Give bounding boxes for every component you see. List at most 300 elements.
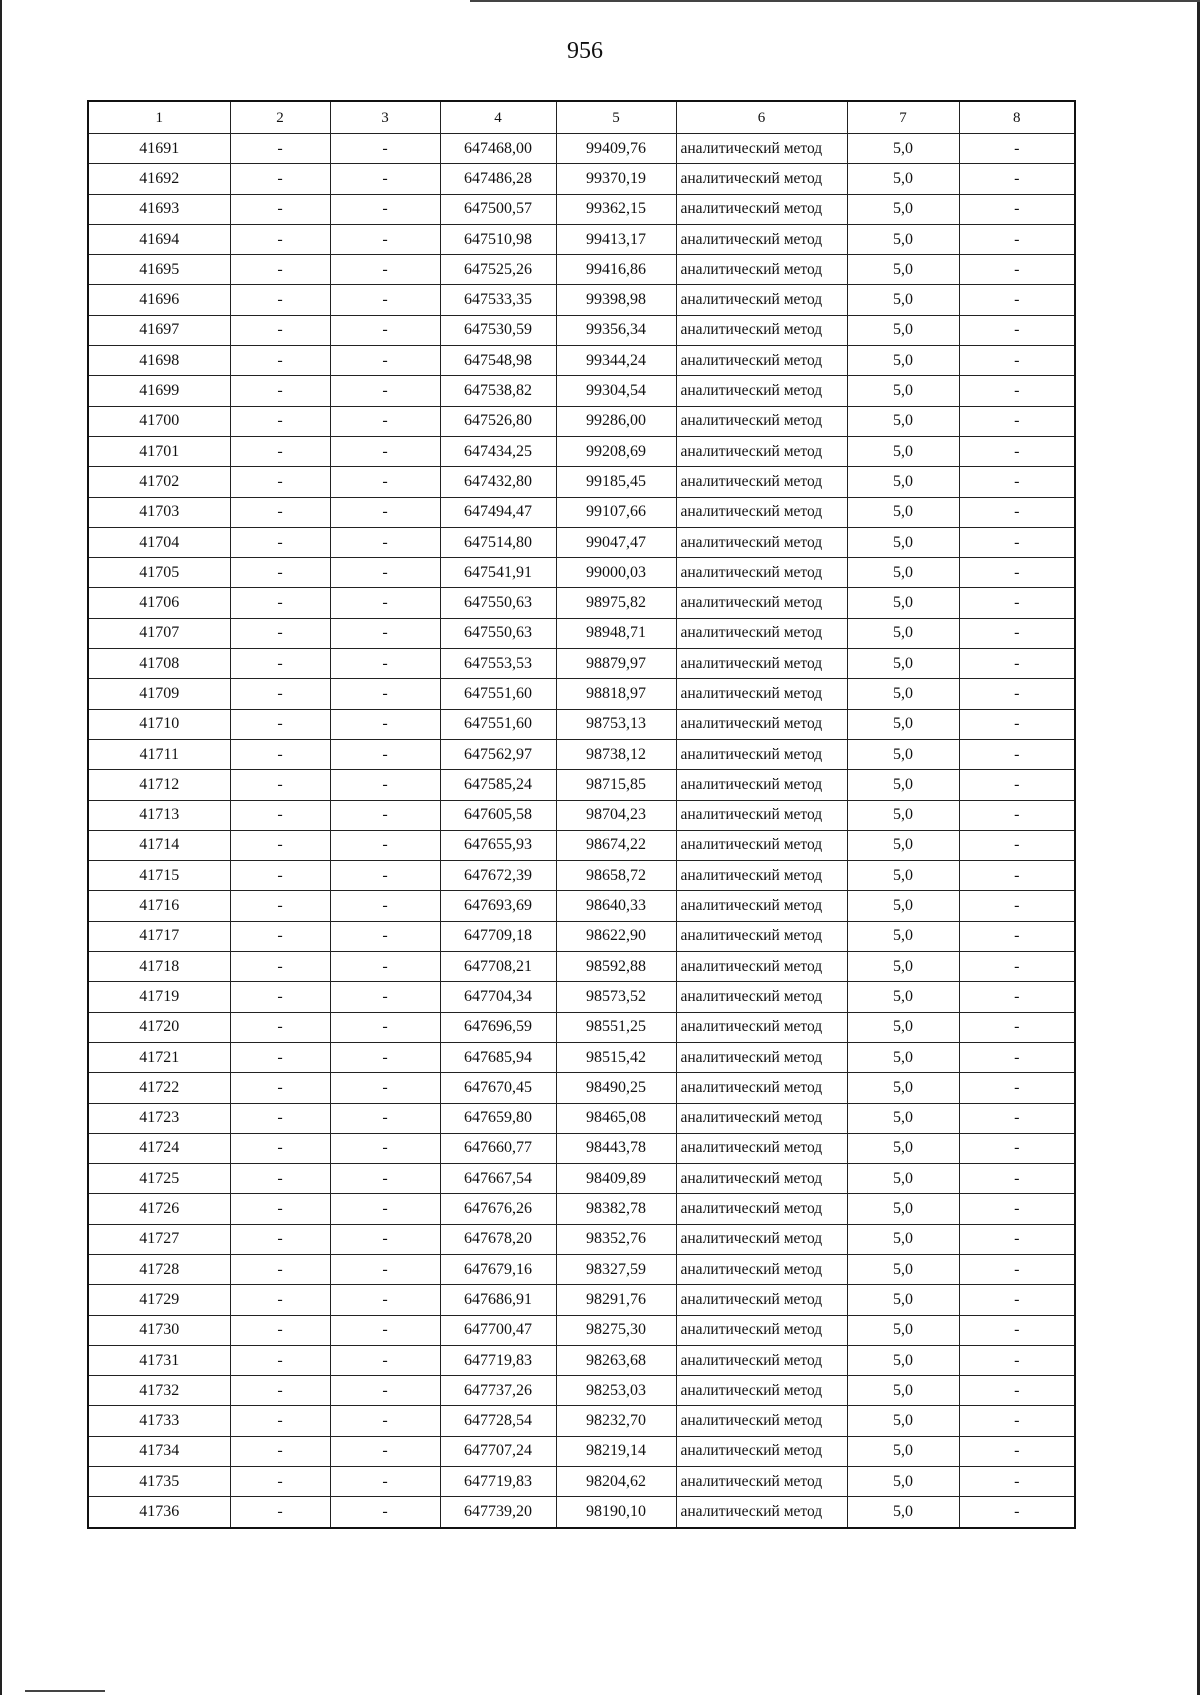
col3-value-cell: - [330, 1194, 440, 1224]
col3-value-cell: - [330, 436, 440, 466]
method-cell: аналитический метод [676, 770, 847, 800]
col2-value-cell: - [230, 830, 330, 860]
x-coordinate-cell: 647685,94 [440, 1042, 556, 1072]
y-coordinate-cell: 98640,33 [556, 891, 676, 921]
x-coordinate-cell: 647526,80 [440, 406, 556, 436]
col3-value-cell: - [330, 739, 440, 769]
method-cell: аналитический метод [676, 1194, 847, 1224]
col2-value-cell: - [230, 558, 330, 588]
table-row [88, 861, 1075, 891]
method-cell: аналитический метод [676, 1164, 847, 1194]
page-number: 956 [567, 38, 603, 64]
column-header: 8 [959, 101, 1075, 134]
x-coordinate-cell: 647700,47 [440, 1315, 556, 1345]
col3-value-cell: - [330, 1345, 440, 1375]
col8-value-cell: - [959, 891, 1075, 921]
table-row [88, 800, 1075, 830]
method-cell: аналитический метод [676, 527, 847, 557]
col8-value-cell: - [959, 1164, 1075, 1194]
accuracy-cell: 5,0 [847, 1224, 959, 1254]
table-row [88, 709, 1075, 739]
col2-value-cell: - [230, 800, 330, 830]
col3-value-cell: - [330, 315, 440, 345]
accuracy-cell: 5,0 [847, 891, 959, 921]
table-row [88, 1497, 1075, 1528]
y-coordinate-cell: 98674,22 [556, 830, 676, 860]
method-cell: аналитический метод [676, 376, 847, 406]
point-number-cell: 41714 [88, 830, 230, 860]
col3-value-cell: - [330, 1133, 440, 1163]
accuracy-cell: 5,0 [847, 1103, 959, 1133]
table-row [88, 588, 1075, 618]
accuracy-cell: 5,0 [847, 861, 959, 891]
point-number-cell: 41719 [88, 982, 230, 1012]
page-top-border [470, 0, 1200, 2]
method-cell: аналитический метод [676, 1133, 847, 1163]
table-row [88, 315, 1075, 345]
col3-value-cell: - [330, 830, 440, 860]
point-number-cell: 41692 [88, 164, 230, 194]
accuracy-cell: 5,0 [847, 285, 959, 315]
col2-value-cell: - [230, 1254, 330, 1284]
x-coordinate-cell: 647434,25 [440, 436, 556, 466]
x-coordinate-cell: 647494,47 [440, 497, 556, 527]
table-row [88, 436, 1075, 466]
accuracy-cell: 5,0 [847, 770, 959, 800]
x-coordinate-cell: 647693,69 [440, 891, 556, 921]
col3-value-cell: - [330, 376, 440, 406]
col3-value-cell: - [330, 1073, 440, 1103]
col3-value-cell: - [330, 497, 440, 527]
method-cell: аналитический метод [676, 649, 847, 679]
x-coordinate-cell: 647670,45 [440, 1073, 556, 1103]
col3-value-cell: - [330, 1497, 440, 1528]
col8-value-cell: - [959, 739, 1075, 769]
accuracy-cell: 5,0 [847, 982, 959, 1012]
col8-value-cell: - [959, 194, 1075, 224]
table-row [88, 1073, 1075, 1103]
x-coordinate-cell: 647486,28 [440, 164, 556, 194]
x-coordinate-cell: 647672,39 [440, 861, 556, 891]
col2-value-cell: - [230, 739, 330, 769]
y-coordinate-cell: 98658,72 [556, 861, 676, 891]
col8-value-cell: - [959, 315, 1075, 345]
page-bottom-mark [25, 1690, 105, 1692]
point-number-cell: 41732 [88, 1376, 230, 1406]
col8-value-cell: - [959, 376, 1075, 406]
col8-value-cell: - [959, 1194, 1075, 1224]
col2-value-cell: - [230, 497, 330, 527]
x-coordinate-cell: 647659,80 [440, 1103, 556, 1133]
y-coordinate-cell: 99370,19 [556, 164, 676, 194]
x-coordinate-cell: 647704,34 [440, 982, 556, 1012]
col3-value-cell: - [330, 406, 440, 436]
col8-value-cell: - [959, 1376, 1075, 1406]
col3-value-cell: - [330, 891, 440, 921]
col2-value-cell: - [230, 861, 330, 891]
col8-value-cell: - [959, 1012, 1075, 1042]
col3-value-cell: - [330, 346, 440, 376]
col8-value-cell: - [959, 770, 1075, 800]
y-coordinate-cell: 98232,70 [556, 1406, 676, 1436]
col3-value-cell: - [330, 1042, 440, 1072]
y-coordinate-cell: 98592,88 [556, 952, 676, 982]
accuracy-cell: 5,0 [847, 830, 959, 860]
col8-value-cell: - [959, 1073, 1075, 1103]
x-coordinate-cell: 647737,26 [440, 1376, 556, 1406]
method-cell: аналитический метод [676, 1436, 847, 1466]
col8-value-cell: - [959, 1042, 1075, 1072]
col2-value-cell: - [230, 1285, 330, 1315]
col8-value-cell: - [959, 1315, 1075, 1345]
x-coordinate-cell: 647562,97 [440, 739, 556, 769]
method-cell: аналитический метод [676, 1345, 847, 1375]
y-coordinate-cell: 98219,14 [556, 1436, 676, 1466]
col8-value-cell: - [959, 346, 1075, 376]
col2-value-cell: - [230, 315, 330, 345]
table-row [88, 1164, 1075, 1194]
accuracy-cell: 5,0 [847, 649, 959, 679]
col2-value-cell: - [230, 1467, 330, 1497]
x-coordinate-cell: 647548,98 [440, 346, 556, 376]
table-header-row [88, 101, 1075, 134]
col3-value-cell: - [330, 558, 440, 588]
point-number-cell: 41709 [88, 679, 230, 709]
col3-value-cell: - [330, 1285, 440, 1315]
y-coordinate-cell: 98327,59 [556, 1254, 676, 1284]
accuracy-cell: 5,0 [847, 1073, 959, 1103]
table-row [88, 830, 1075, 860]
col2-value-cell: - [230, 1315, 330, 1345]
method-cell: аналитический метод [676, 1467, 847, 1497]
point-number-cell: 41710 [88, 709, 230, 739]
col8-value-cell: - [959, 527, 1075, 557]
y-coordinate-cell: 98190,10 [556, 1497, 676, 1528]
y-coordinate-cell: 99107,66 [556, 497, 676, 527]
col3-value-cell: - [330, 134, 440, 164]
table-row [88, 891, 1075, 921]
x-coordinate-cell: 647514,80 [440, 527, 556, 557]
y-coordinate-cell: 98818,97 [556, 679, 676, 709]
method-cell: аналитический метод [676, 467, 847, 497]
table-row [88, 376, 1075, 406]
col8-value-cell: - [959, 1285, 1075, 1315]
col2-value-cell: - [230, 891, 330, 921]
point-number-cell: 41694 [88, 224, 230, 254]
method-cell: аналитический метод [676, 164, 847, 194]
table-row [88, 497, 1075, 527]
method-cell: аналитический метод [676, 618, 847, 648]
col8-value-cell: - [959, 1436, 1075, 1466]
y-coordinate-cell: 98204,62 [556, 1467, 676, 1497]
accuracy-cell: 5,0 [847, 376, 959, 406]
point-number-cell: 41717 [88, 921, 230, 951]
x-coordinate-cell: 647667,54 [440, 1164, 556, 1194]
col3-value-cell: - [330, 861, 440, 891]
method-cell: аналитический метод [676, 436, 847, 466]
x-coordinate-cell: 647686,91 [440, 1285, 556, 1315]
table-row [88, 1436, 1075, 1466]
col2-value-cell: - [230, 618, 330, 648]
table-row [88, 1103, 1075, 1133]
col2-value-cell: - [230, 194, 330, 224]
col3-value-cell: - [330, 1103, 440, 1133]
method-cell: аналитический метод [676, 285, 847, 315]
col2-value-cell: - [230, 436, 330, 466]
col2-value-cell: - [230, 376, 330, 406]
point-number-cell: 41701 [88, 436, 230, 466]
method-cell: аналитический метод [676, 134, 847, 164]
method-cell: аналитический метод [676, 558, 847, 588]
col2-value-cell: - [230, 1376, 330, 1406]
col8-value-cell: - [959, 255, 1075, 285]
col3-value-cell: - [330, 1406, 440, 1436]
page-left-border [0, 0, 2, 1695]
col3-value-cell: - [330, 770, 440, 800]
x-coordinate-cell: 647707,24 [440, 1436, 556, 1466]
accuracy-cell: 5,0 [847, 1315, 959, 1345]
accuracy-cell: 5,0 [847, 1497, 959, 1528]
col2-value-cell: - [230, 1073, 330, 1103]
col2-value-cell: - [230, 1194, 330, 1224]
method-cell: аналитический метод [676, 952, 847, 982]
accuracy-cell: 5,0 [847, 1436, 959, 1466]
accuracy-cell: 5,0 [847, 1012, 959, 1042]
table-row [88, 134, 1075, 164]
x-coordinate-cell: 647708,21 [440, 952, 556, 982]
y-coordinate-cell: 99356,34 [556, 315, 676, 345]
x-coordinate-cell: 647550,63 [440, 618, 556, 648]
accuracy-cell: 5,0 [847, 739, 959, 769]
table-row [88, 164, 1075, 194]
point-number-cell: 41704 [88, 527, 230, 557]
table-row [88, 921, 1075, 951]
point-number-cell: 41733 [88, 1406, 230, 1436]
point-number-cell: 41723 [88, 1103, 230, 1133]
table-row [88, 224, 1075, 254]
accuracy-cell: 5,0 [847, 618, 959, 648]
point-number-cell: 41736 [88, 1497, 230, 1528]
table-row [88, 739, 1075, 769]
x-coordinate-cell: 647679,16 [440, 1254, 556, 1284]
table-body [88, 134, 1075, 1528]
point-number-cell: 41724 [88, 1133, 230, 1163]
col2-value-cell: - [230, 346, 330, 376]
x-coordinate-cell: 647676,26 [440, 1194, 556, 1224]
accuracy-cell: 5,0 [847, 921, 959, 951]
method-cell: аналитический метод [676, 861, 847, 891]
col8-value-cell: - [959, 1497, 1075, 1528]
table-row [88, 1406, 1075, 1436]
col3-value-cell: - [330, 224, 440, 254]
col2-value-cell: - [230, 285, 330, 315]
column-header: 5 [556, 101, 676, 134]
col8-value-cell: - [959, 1406, 1075, 1436]
table-row [88, 1467, 1075, 1497]
y-coordinate-cell: 99185,45 [556, 467, 676, 497]
y-coordinate-cell: 98551,25 [556, 1012, 676, 1042]
table-row [88, 618, 1075, 648]
x-coordinate-cell: 647468,00 [440, 134, 556, 164]
x-coordinate-cell: 647719,83 [440, 1345, 556, 1375]
column-header: 6 [676, 101, 847, 134]
col2-value-cell: - [230, 1042, 330, 1072]
method-cell: аналитический метод [676, 194, 847, 224]
accuracy-cell: 5,0 [847, 1345, 959, 1375]
point-number-cell: 41697 [88, 315, 230, 345]
table-row [88, 982, 1075, 1012]
y-coordinate-cell: 98948,71 [556, 618, 676, 648]
method-cell: аналитический метод [676, 497, 847, 527]
col3-value-cell: - [330, 1254, 440, 1284]
col8-value-cell: - [959, 436, 1075, 466]
table-row [88, 285, 1075, 315]
point-number-cell: 41734 [88, 1436, 230, 1466]
col8-value-cell: - [959, 709, 1075, 739]
point-number-cell: 41735 [88, 1467, 230, 1497]
col8-value-cell: - [959, 134, 1075, 164]
point-number-cell: 41720 [88, 1012, 230, 1042]
table-row [88, 406, 1075, 436]
method-cell: аналитический метод [676, 800, 847, 830]
col3-value-cell: - [330, 527, 440, 557]
point-number-cell: 41728 [88, 1254, 230, 1284]
y-coordinate-cell: 98443,78 [556, 1133, 676, 1163]
y-coordinate-cell: 98352,76 [556, 1224, 676, 1254]
col2-value-cell: - [230, 1133, 330, 1163]
col2-value-cell: - [230, 1436, 330, 1466]
y-coordinate-cell: 99047,47 [556, 527, 676, 557]
method-cell: аналитический метод [676, 1012, 847, 1042]
method-cell: аналитический метод [676, 406, 847, 436]
y-coordinate-cell: 99413,17 [556, 224, 676, 254]
y-coordinate-cell: 98975,82 [556, 588, 676, 618]
y-coordinate-cell: 98465,08 [556, 1103, 676, 1133]
col8-value-cell: - [959, 952, 1075, 982]
col3-value-cell: - [330, 709, 440, 739]
y-coordinate-cell: 98704,23 [556, 800, 676, 830]
method-cell: аналитический метод [676, 709, 847, 739]
col2-value-cell: - [230, 406, 330, 436]
col3-value-cell: - [330, 588, 440, 618]
x-coordinate-cell: 647660,77 [440, 1133, 556, 1163]
method-cell: аналитический метод [676, 891, 847, 921]
point-number-cell: 41699 [88, 376, 230, 406]
col8-value-cell: - [959, 800, 1075, 830]
col8-value-cell: - [959, 285, 1075, 315]
col2-value-cell: - [230, 588, 330, 618]
accuracy-cell: 5,0 [847, 1254, 959, 1284]
col2-value-cell: - [230, 164, 330, 194]
method-cell: аналитический метод [676, 921, 847, 951]
column-header: 2 [230, 101, 330, 134]
x-coordinate-cell: 647719,83 [440, 1467, 556, 1497]
col2-value-cell: - [230, 1224, 330, 1254]
x-coordinate-cell: 647585,24 [440, 770, 556, 800]
table-row [88, 558, 1075, 588]
accuracy-cell: 5,0 [847, 1194, 959, 1224]
x-coordinate-cell: 647500,57 [440, 194, 556, 224]
table-row [88, 1376, 1075, 1406]
method-cell: аналитический метод [676, 1315, 847, 1345]
accuracy-cell: 5,0 [847, 1376, 959, 1406]
method-cell: аналитический метод [676, 982, 847, 1012]
col3-value-cell: - [330, 164, 440, 194]
method-cell: аналитический метод [676, 315, 847, 345]
col8-value-cell: - [959, 679, 1075, 709]
y-coordinate-cell: 99000,03 [556, 558, 676, 588]
accuracy-cell: 5,0 [847, 406, 959, 436]
table-row [88, 649, 1075, 679]
col8-value-cell: - [959, 1103, 1075, 1133]
accuracy-cell: 5,0 [847, 1406, 959, 1436]
col2-value-cell: - [230, 224, 330, 254]
col8-value-cell: - [959, 830, 1075, 860]
point-number-cell: 41731 [88, 1345, 230, 1375]
col2-value-cell: - [230, 982, 330, 1012]
col8-value-cell: - [959, 982, 1075, 1012]
table-row [88, 1194, 1075, 1224]
accuracy-cell: 5,0 [847, 679, 959, 709]
col8-value-cell: - [959, 467, 1075, 497]
col3-value-cell: - [330, 1164, 440, 1194]
col2-value-cell: - [230, 1497, 330, 1528]
method-cell: аналитический метод [676, 1285, 847, 1315]
accuracy-cell: 5,0 [847, 346, 959, 376]
y-coordinate-cell: 98515,42 [556, 1042, 676, 1072]
table-row [88, 1345, 1075, 1375]
point-number-cell: 41706 [88, 588, 230, 618]
x-coordinate-cell: 647538,82 [440, 376, 556, 406]
x-coordinate-cell: 647541,91 [440, 558, 556, 588]
y-coordinate-cell: 98753,13 [556, 709, 676, 739]
point-number-cell: 41703 [88, 497, 230, 527]
col2-value-cell: - [230, 134, 330, 164]
table-row [88, 1224, 1075, 1254]
col3-value-cell: - [330, 1315, 440, 1345]
point-number-cell: 41729 [88, 1285, 230, 1315]
x-coordinate-cell: 647551,60 [440, 679, 556, 709]
col8-value-cell: - [959, 1224, 1075, 1254]
col8-value-cell: - [959, 224, 1075, 254]
col2-value-cell: - [230, 709, 330, 739]
method-cell: аналитический метод [676, 1103, 847, 1133]
col8-value-cell: - [959, 1254, 1075, 1284]
x-coordinate-cell: 647678,20 [440, 1224, 556, 1254]
y-coordinate-cell: 99344,24 [556, 346, 676, 376]
table-row [88, 194, 1075, 224]
table-row [88, 1042, 1075, 1072]
col2-value-cell: - [230, 679, 330, 709]
col8-value-cell: - [959, 921, 1075, 951]
method-cell: аналитический метод [676, 1224, 847, 1254]
method-cell: аналитический метод [676, 1073, 847, 1103]
col3-value-cell: - [330, 1012, 440, 1042]
col2-value-cell: - [230, 952, 330, 982]
accuracy-cell: 5,0 [847, 315, 959, 345]
y-coordinate-cell: 98275,30 [556, 1315, 676, 1345]
x-coordinate-cell: 647709,18 [440, 921, 556, 951]
accuracy-cell: 5,0 [847, 497, 959, 527]
x-coordinate-cell: 647550,63 [440, 588, 556, 618]
accuracy-cell: 5,0 [847, 194, 959, 224]
method-cell: аналитический метод [676, 224, 847, 254]
method-cell: аналитический метод [676, 679, 847, 709]
y-coordinate-cell: 99362,15 [556, 194, 676, 224]
y-coordinate-cell: 98490,25 [556, 1073, 676, 1103]
y-coordinate-cell: 98738,12 [556, 739, 676, 769]
accuracy-cell: 5,0 [847, 709, 959, 739]
